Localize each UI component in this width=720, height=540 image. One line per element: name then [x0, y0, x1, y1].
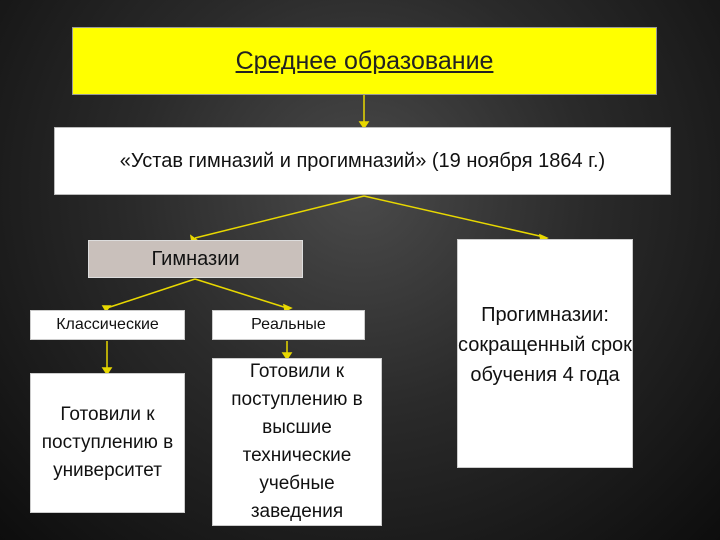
connector-ustav-progymnasia — [364, 196, 544, 237]
gymnasia-box: Гимназии — [88, 240, 303, 278]
connector-gymnasia-real — [195, 279, 287, 308]
connector-ustav-gymnasia — [195, 196, 364, 238]
classic-gymnasia-box: Классические — [30, 310, 185, 340]
ustav-box: «Устав гимназий и прогимназий» (19 ноября 1864 г.) — [54, 127, 671, 195]
classic-description-box: Готовили к поступлению в университет — [30, 373, 185, 513]
progymnasia-box: Прогимназии: сокращенный срок обучения 4 года — [457, 239, 633, 468]
diagram-title: Среднее образование — [235, 46, 494, 75]
title-box — [72, 27, 657, 95]
real-description-box: Готовили к поступлению в высшие технические учебные заведения — [212, 358, 382, 526]
connector-gymnasia-classic — [107, 279, 195, 308]
real-gymnasia-box: Реальные — [212, 310, 365, 340]
